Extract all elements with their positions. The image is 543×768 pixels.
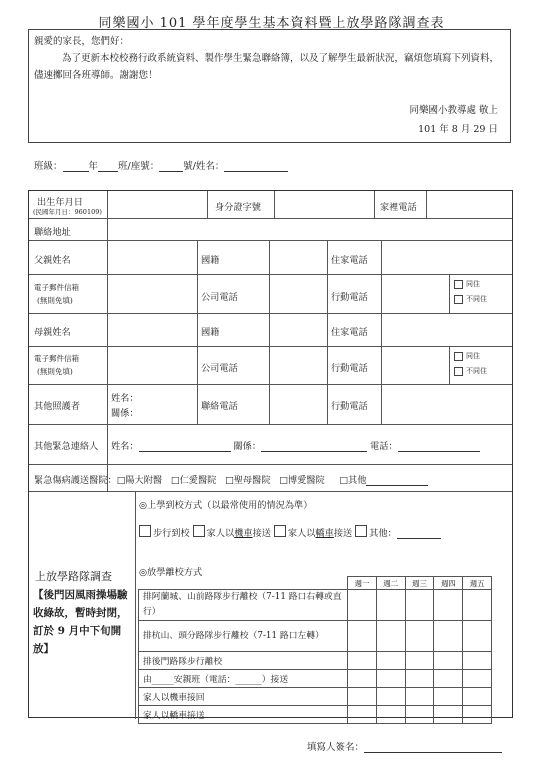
emergency-contact-fields [111,438,480,452]
route-option: 由_____安親班（電話：______）接送 [139,670,348,688]
table-row [139,652,492,670]
checkbox-icon[interactable] [454,280,463,289]
emergency-contact-label: 其他緊急連絡人 [34,441,99,452]
id-number-label: 身分證字號 [215,202,261,213]
to-school-title: ◎上學到校方式（以最常使用的情況為準） [139,500,313,511]
to-school-opt-walk[interactable]: 步行到校 [139,528,190,539]
notice-greeting: 親愛的家長，您們好： [34,36,130,47]
day-cell[interactable] [463,706,492,724]
signature-line [307,739,502,753]
father-live-with[interactable]: 同住 [454,279,480,289]
day-cell[interactable] [376,652,405,670]
guardian-contact-phone-label: 聯絡電話 [201,401,238,412]
day-cell[interactable] [434,688,463,706]
day-cell[interactable] [348,652,377,670]
hospital-label: 緊急傷病護送醫院： [34,475,117,486]
checkbox-icon[interactable] [454,352,463,361]
home-phone-field[interactable] [431,194,507,214]
notice-body: 為了更新本校校務行政系統資料、製作學生緊急聯絡簿，以及了解學生最新狀況，竊煩您填寫下列資料，儘速擲回各班導師。謝謝您！ [34,53,500,81]
father-home-phone-label: 住家電話 [331,255,368,266]
to-school-other-blank[interactable] [397,529,441,539]
day-cell[interactable] [348,590,377,621]
hospital-opt-4[interactable]: □其他 [339,475,367,486]
day-cell[interactable] [434,621,463,652]
day-cell[interactable] [405,590,434,621]
class-label: 班級： [34,161,63,172]
birth-date-label: 出生年月日 [37,197,83,208]
route-option: 家人以機車接回 [139,688,348,706]
class-number-blank[interactable] [98,160,118,172]
day-cell[interactable] [376,688,405,706]
notice-box [28,29,511,143]
day-cell[interactable] [463,590,492,621]
guardian-mobile-label: 行動電話 [331,401,368,412]
day-cell[interactable] [434,670,463,688]
checkbox-icon[interactable] [454,295,463,304]
table-row [139,621,492,652]
to-school-opt-scooter[interactable]: 家人以機車接送 [193,528,271,539]
guardian-label: 其他照護者 [34,401,80,412]
day-cell[interactable] [463,621,492,652]
mother-nationality-label: 國籍 [201,327,220,338]
form-title: 同樂國小 101 學年度學生基本資料暨上放學路隊調查表 [98,16,445,31]
weekday-header: 週三 [405,577,434,590]
emergency-relation-label: 關係： [233,441,262,452]
mother-name-label: 母親姓名 [34,327,71,338]
weekday-header: 週五 [463,577,492,590]
hospital-opt-1[interactable]: □仁愛醫院 [170,475,217,486]
name-blank[interactable] [224,160,288,172]
home-phone-label: 家裡電話 [380,202,417,213]
table-row [139,670,492,688]
hospital-other-blank[interactable] [366,476,428,486]
guardian-name-label: 姓名： [111,393,139,404]
route-option: 排杭山、頭分路隊步行離校（7-11 路口左轉） [139,621,348,652]
mother-not-live-with[interactable]: 不同住 [454,366,487,376]
route-side-label: 上放學路隊調查 [35,570,112,583]
class-blank[interactable] [63,160,89,172]
table-row [139,590,492,621]
day-cell[interactable] [376,706,405,724]
seat-blank[interactable] [159,160,183,172]
emergency-name-blank[interactable] [139,442,231,452]
day-cell[interactable] [348,706,377,724]
route-side-note: 【後門因風雨操場驗收綠故，暫時封閉，訂於 9 月中下旬開放】 [33,589,128,655]
mother-name-field[interactable] [111,317,193,341]
day-cell[interactable] [405,652,434,670]
table-corner [139,577,348,590]
guardian-relation-label: 關係： [111,408,139,419]
father-name-label: 父親姓名 [34,255,71,266]
weekday-header: 週一 [348,577,377,590]
mother-email-note: (無則免填) [37,367,73,376]
day-cell[interactable] [405,621,434,652]
day-cell[interactable] [376,670,405,688]
hospital-opt-3[interactable]: □博愛醫院 [279,475,325,486]
checkbox-icon[interactable] [454,367,463,376]
id-number-field[interactable] [279,194,369,214]
day-cell[interactable] [463,652,492,670]
emergency-name-label: 姓名： [111,441,139,452]
hospital-opt-0[interactable]: □陽大附醫 [116,475,163,486]
weekday-header: 週四 [434,577,463,590]
day-cell[interactable] [434,706,463,724]
father-email-label: 電子郵件信箱 [34,283,79,292]
year-label: 年 [88,161,99,172]
mother-home-phone-label: 住家電話 [331,327,368,338]
to-school-options [139,525,441,539]
day-cell[interactable] [405,706,434,724]
hospital-opt-2[interactable]: □聖母醫院 [225,475,271,486]
student-info-form [28,190,513,721]
seat-label: 班/座號： [118,161,160,172]
father-mobile-label: 行動電話 [331,292,368,303]
to-school-opt-car[interactable]: 家人以轎車接送 [274,528,352,539]
birth-date-field[interactable] [121,194,201,214]
from-school-title: ◎放學離校方式 [139,567,203,578]
emergency-phone-label: 電話： [369,441,398,452]
day-cell[interactable] [405,688,434,706]
day-cell[interactable] [376,621,405,652]
route-option: 排阿蘭城、山前路隊步行離校（7-11 路口右轉或直行） [139,590,348,621]
day-cell[interactable] [434,652,463,670]
address-field[interactable] [111,221,507,237]
day-cell[interactable] [348,621,377,652]
from-school-table [138,576,492,724]
student-id-line [34,158,288,172]
day-cell[interactable] [463,688,492,706]
birth-date-format: (民國年月日：960109) [33,208,102,216]
father-nationality-label: 國籍 [201,255,220,266]
father-name-field[interactable] [111,245,193,269]
father-email-note: (無則免填) [37,296,73,305]
mother-live-with[interactable]: 同住 [454,351,480,361]
mother-email-label: 電子郵件信箱 [34,354,79,363]
father-office-phone-label: 公司電話 [201,292,238,303]
day-cell[interactable] [376,590,405,621]
weekday-header: 週二 [376,577,405,590]
day-cell[interactable] [405,670,434,688]
address-label: 聯絡地址 [34,227,71,238]
day-cell[interactable] [463,670,492,688]
day-cell[interactable] [348,670,377,688]
notice-signature: 同樂國小教導處 敬上 [409,105,498,116]
signature-label: 填寫人簽名： [307,742,365,753]
table-row [139,706,492,724]
table-row [139,688,492,706]
name-label: 號/姓名： [183,161,225,172]
emergency-relation-blank[interactable] [261,442,367,452]
mother-office-phone-label: 公司電話 [201,363,238,374]
hospital-row [34,472,428,486]
to-school-opt-other[interactable]: 其他： [355,528,397,539]
mother-mobile-label: 行動電話 [331,363,368,374]
day-cell[interactable] [348,688,377,706]
notice-date: 101 年 8 月 29 日 [418,124,498,135]
route-option: 排後門路隊步行離校 [139,652,348,670]
day-cell[interactable] [434,590,463,621]
father-not-live-with[interactable]: 不同住 [454,294,487,304]
father-email-field[interactable] [111,278,193,308]
emergency-phone-blank[interactable] [398,442,480,452]
signature-blank[interactable] [364,742,502,753]
route-option: 家人以轎車接送 [139,706,348,724]
